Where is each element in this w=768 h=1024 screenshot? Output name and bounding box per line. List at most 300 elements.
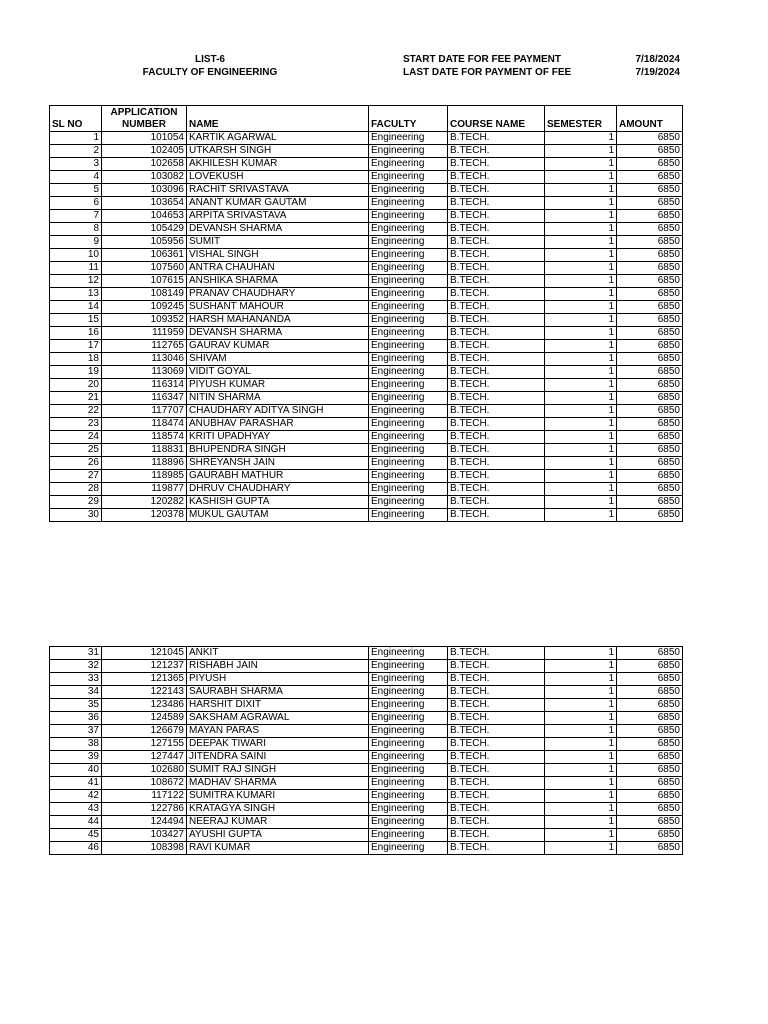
cell-sl-no: 4 xyxy=(50,171,102,184)
cell-name: KARTIK AGARWAL xyxy=(187,132,369,145)
cell-faculty: Engineering xyxy=(369,171,448,184)
cell-application-number: 107615 xyxy=(102,275,187,288)
students-table-part-2 xyxy=(49,646,683,855)
cell-name: PIYUSH xyxy=(187,673,369,686)
list-header xyxy=(110,53,310,79)
cell-semester: 1 xyxy=(545,764,617,777)
cell-course: B.TECH. xyxy=(448,444,545,457)
cell-semester: 1 xyxy=(545,418,617,431)
cell-name: SHIVAM xyxy=(187,353,369,366)
table-row xyxy=(50,470,683,483)
cell-sl-no: 38 xyxy=(50,738,102,751)
cell-course: B.TECH. xyxy=(448,431,545,444)
col-header-course: COURSE NAME xyxy=(448,106,545,132)
cell-course: B.TECH. xyxy=(448,751,545,764)
cell-course: B.TECH. xyxy=(448,379,545,392)
table-row xyxy=(50,145,683,158)
cell-sl-no: 10 xyxy=(50,249,102,262)
cell-semester: 1 xyxy=(545,457,617,470)
cell-amount: 6850 xyxy=(617,327,683,340)
cell-name: AKHILESH KUMAR xyxy=(187,158,369,171)
cell-semester: 1 xyxy=(545,132,617,145)
cell-course: B.TECH. xyxy=(448,145,545,158)
table-row xyxy=(50,366,683,379)
table-row xyxy=(50,132,683,145)
cell-name: PRANAV CHAUDHARY xyxy=(187,288,369,301)
cell-semester: 1 xyxy=(545,158,617,171)
cell-faculty: Engineering xyxy=(369,132,448,145)
cell-faculty: Engineering xyxy=(369,751,448,764)
cell-sl-no: 42 xyxy=(50,790,102,803)
cell-name: SHREYANSH JAIN xyxy=(187,457,369,470)
cell-name: SAKSHAM AGRAWAL xyxy=(187,712,369,725)
cell-course: B.TECH. xyxy=(448,686,545,699)
cell-application-number: 103654 xyxy=(102,197,187,210)
cell-sl-no: 2 xyxy=(50,145,102,158)
cell-amount: 6850 xyxy=(617,816,683,829)
cell-course: B.TECH. xyxy=(448,777,545,790)
cell-faculty: Engineering xyxy=(369,340,448,353)
cell-faculty: Engineering xyxy=(369,379,448,392)
cell-application-number: 117122 xyxy=(102,790,187,803)
cell-application-number: 105956 xyxy=(102,236,187,249)
cell-faculty: Engineering xyxy=(369,686,448,699)
cell-sl-no: 39 xyxy=(50,751,102,764)
cell-faculty: Engineering xyxy=(369,223,448,236)
cell-name: UTKARSH SINGH xyxy=(187,145,369,158)
cell-name: VIDIT GOYAL xyxy=(187,366,369,379)
faculty-title: FACULTY OF ENGINEERING xyxy=(142,67,278,78)
table-row xyxy=(50,171,683,184)
cell-semester: 1 xyxy=(545,483,617,496)
cell-name: RACHIT SRIVASTAVA xyxy=(187,184,369,197)
table-row xyxy=(50,790,683,803)
cell-application-number: 102680 xyxy=(102,764,187,777)
cell-semester: 1 xyxy=(545,223,617,236)
cell-amount: 6850 xyxy=(617,842,683,855)
cell-faculty: Engineering xyxy=(369,673,448,686)
cell-course: B.TECH. xyxy=(448,236,545,249)
cell-application-number: 103427 xyxy=(102,829,187,842)
cell-amount: 6850 xyxy=(617,184,683,197)
application-header-line2: NUMBER xyxy=(122,119,166,130)
table-body-part-2 xyxy=(50,647,683,855)
cell-application-number: 124589 xyxy=(102,712,187,725)
start-date-label: START DATE FOR FEE PAYMENT xyxy=(403,54,561,65)
cell-amount: 6850 xyxy=(617,509,683,522)
cell-name: DEVANSH SHARMA xyxy=(187,223,369,236)
cell-faculty: Engineering xyxy=(369,790,448,803)
table-row xyxy=(50,379,683,392)
cell-application-number: 108149 xyxy=(102,288,187,301)
cell-faculty: Engineering xyxy=(369,660,448,673)
cell-sl-no: 6 xyxy=(50,197,102,210)
cell-faculty: Engineering xyxy=(369,184,448,197)
cell-faculty: Engineering xyxy=(369,725,448,738)
cell-amount: 6850 xyxy=(617,699,683,712)
cell-application-number: 116347 xyxy=(102,392,187,405)
cell-application-number: 103082 xyxy=(102,171,187,184)
last-date-label: LAST DATE FOR PAYMENT OF FEE xyxy=(403,67,572,78)
cell-semester: 1 xyxy=(545,496,617,509)
cell-semester: 1 xyxy=(545,777,617,790)
cell-amount: 6850 xyxy=(617,790,683,803)
cell-application-number: 103096 xyxy=(102,184,187,197)
table-row xyxy=(50,842,683,855)
cell-name: NITIN SHARMA xyxy=(187,392,369,405)
cell-semester: 1 xyxy=(545,647,617,660)
cell-course: B.TECH. xyxy=(448,223,545,236)
cell-application-number: 118474 xyxy=(102,418,187,431)
cell-name: ANANT KUMAR GAUTAM xyxy=(187,197,369,210)
cell-faculty: Engineering xyxy=(369,236,448,249)
cell-course: B.TECH. xyxy=(448,301,545,314)
table-row xyxy=(50,184,683,197)
cell-course: B.TECH. xyxy=(448,803,545,816)
cell-amount: 6850 xyxy=(617,210,683,223)
cell-faculty: Engineering xyxy=(369,145,448,158)
cell-sl-no: 44 xyxy=(50,816,102,829)
cell-application-number: 102405 xyxy=(102,145,187,158)
cell-course: B.TECH. xyxy=(448,483,545,496)
cell-application-number: 118831 xyxy=(102,444,187,457)
cell-semester: 1 xyxy=(545,262,617,275)
cell-semester: 1 xyxy=(545,275,617,288)
cell-semester: 1 xyxy=(545,790,617,803)
cell-course: B.TECH. xyxy=(448,366,545,379)
cell-amount: 6850 xyxy=(617,288,683,301)
col-header-amount: AMOUNT xyxy=(617,106,683,132)
cell-faculty: Engineering xyxy=(369,803,448,816)
cell-sl-no: 1 xyxy=(50,132,102,145)
cell-application-number: 117707 xyxy=(102,405,187,418)
table-row xyxy=(50,686,683,699)
cell-name: MADHAV SHARMA xyxy=(187,777,369,790)
cell-sl-no: 28 xyxy=(50,483,102,496)
cell-application-number: 111959 xyxy=(102,327,187,340)
cell-application-number: 121045 xyxy=(102,647,187,660)
cell-name: KASHISH GUPTA xyxy=(187,496,369,509)
cell-sl-no: 46 xyxy=(50,842,102,855)
cell-name: HARSHIT DIXIT xyxy=(187,699,369,712)
cell-sl-no: 32 xyxy=(50,660,102,673)
cell-sl-no: 15 xyxy=(50,314,102,327)
table-row xyxy=(50,751,683,764)
cell-amount: 6850 xyxy=(617,712,683,725)
cell-semester: 1 xyxy=(545,686,617,699)
cell-faculty: Engineering xyxy=(369,249,448,262)
cell-amount: 6850 xyxy=(617,725,683,738)
table-row xyxy=(50,405,683,418)
cell-amount: 6850 xyxy=(617,223,683,236)
cell-application-number: 105429 xyxy=(102,223,187,236)
cell-semester: 1 xyxy=(545,660,617,673)
cell-semester: 1 xyxy=(545,751,617,764)
cell-amount: 6850 xyxy=(617,236,683,249)
fee-date-labels xyxy=(403,53,571,79)
cell-name: DEEPAK TIWARI xyxy=(187,738,369,751)
cell-application-number: 118985 xyxy=(102,470,187,483)
cell-application-number: 118896 xyxy=(102,457,187,470)
cell-sl-no: 18 xyxy=(50,353,102,366)
cell-semester: 1 xyxy=(545,145,617,158)
cell-semester: 1 xyxy=(545,366,617,379)
table-row xyxy=(50,327,683,340)
table-row xyxy=(50,496,683,509)
cell-faculty: Engineering xyxy=(369,496,448,509)
cell-sl-no: 31 xyxy=(50,647,102,660)
cell-sl-no: 29 xyxy=(50,496,102,509)
cell-sl-no: 8 xyxy=(50,223,102,236)
cell-faculty: Engineering xyxy=(369,444,448,457)
cell-semester: 1 xyxy=(545,738,617,751)
col-header-sl-no: SL NO xyxy=(50,106,102,132)
table-row xyxy=(50,275,683,288)
cell-faculty: Engineering xyxy=(369,842,448,855)
cell-semester: 1 xyxy=(545,509,617,522)
cell-faculty: Engineering xyxy=(369,816,448,829)
cell-sl-no: 20 xyxy=(50,379,102,392)
cell-course: B.TECH. xyxy=(448,673,545,686)
cell-course: B.TECH. xyxy=(448,210,545,223)
cell-amount: 6850 xyxy=(617,275,683,288)
cell-name: ANSHIKA SHARMA xyxy=(187,275,369,288)
cell-application-number: 120378 xyxy=(102,509,187,522)
cell-sl-no: 37 xyxy=(50,725,102,738)
cell-sl-no: 13 xyxy=(50,288,102,301)
cell-faculty: Engineering xyxy=(369,829,448,842)
table-row xyxy=(50,647,683,660)
cell-sl-no: 11 xyxy=(50,262,102,275)
cell-course: B.TECH. xyxy=(448,647,545,660)
cell-sl-no: 19 xyxy=(50,366,102,379)
cell-application-number: 101054 xyxy=(102,132,187,145)
cell-name: SUMIT xyxy=(187,236,369,249)
cell-faculty: Engineering xyxy=(369,431,448,444)
cell-course: B.TECH. xyxy=(448,660,545,673)
cell-semester: 1 xyxy=(545,288,617,301)
table-row xyxy=(50,197,683,210)
cell-application-number: 122143 xyxy=(102,686,187,699)
cell-faculty: Engineering xyxy=(369,327,448,340)
cell-faculty: Engineering xyxy=(369,470,448,483)
cell-sl-no: 22 xyxy=(50,405,102,418)
cell-name: SUMITRA KUMARI xyxy=(187,790,369,803)
cell-course: B.TECH. xyxy=(448,405,545,418)
cell-course: B.TECH. xyxy=(448,725,545,738)
cell-course: B.TECH. xyxy=(448,790,545,803)
cell-faculty: Engineering xyxy=(369,275,448,288)
cell-name: MAYAN PARAS xyxy=(187,725,369,738)
cell-course: B.TECH. xyxy=(448,184,545,197)
cell-semester: 1 xyxy=(545,673,617,686)
cell-faculty: Engineering xyxy=(369,392,448,405)
cell-sl-no: 24 xyxy=(50,431,102,444)
table-row xyxy=(50,210,683,223)
cell-semester: 1 xyxy=(545,301,617,314)
cell-amount: 6850 xyxy=(617,197,683,210)
cell-faculty: Engineering xyxy=(369,712,448,725)
cell-course: B.TECH. xyxy=(448,470,545,483)
table-row xyxy=(50,236,683,249)
cell-name: CHAUDHARY ADITYA SINGH xyxy=(187,405,369,418)
cell-amount: 6850 xyxy=(617,660,683,673)
table-row xyxy=(50,444,683,457)
cell-course: B.TECH. xyxy=(448,353,545,366)
col-header-name: NAME xyxy=(187,106,369,132)
cell-course: B.TECH. xyxy=(448,249,545,262)
cell-amount: 6850 xyxy=(617,158,683,171)
start-date-value: 7/18/2024 xyxy=(635,54,680,65)
cell-application-number: 119877 xyxy=(102,483,187,496)
application-header-line1: APPLICATION xyxy=(110,107,178,118)
cell-semester: 1 xyxy=(545,210,617,223)
cell-name: RAVI KUMAR xyxy=(187,842,369,855)
cell-course: B.TECH. xyxy=(448,738,545,751)
table-row xyxy=(50,738,683,751)
cell-faculty: Engineering xyxy=(369,314,448,327)
table-row xyxy=(50,829,683,842)
cell-application-number: 113046 xyxy=(102,353,187,366)
cell-course: B.TECH. xyxy=(448,418,545,431)
col-header-faculty: FACULTY xyxy=(369,106,448,132)
table-row xyxy=(50,483,683,496)
cell-course: B.TECH. xyxy=(448,829,545,842)
cell-course: B.TECH. xyxy=(448,132,545,145)
cell-sl-no: 9 xyxy=(50,236,102,249)
cell-course: B.TECH. xyxy=(448,457,545,470)
cell-semester: 1 xyxy=(545,171,617,184)
cell-name: DEVANSH SHARMA xyxy=(187,327,369,340)
cell-name: ANKIT xyxy=(187,647,369,660)
table-row xyxy=(50,509,683,522)
cell-name: KRATAGYA SINGH xyxy=(187,803,369,816)
cell-faculty: Engineering xyxy=(369,457,448,470)
cell-application-number: 127155 xyxy=(102,738,187,751)
cell-semester: 1 xyxy=(545,431,617,444)
cell-faculty: Engineering xyxy=(369,738,448,751)
cell-sl-no: 26 xyxy=(50,457,102,470)
cell-sl-no: 41 xyxy=(50,777,102,790)
cell-semester: 1 xyxy=(545,444,617,457)
cell-course: B.TECH. xyxy=(448,392,545,405)
cell-course: B.TECH. xyxy=(448,197,545,210)
cell-application-number: 118574 xyxy=(102,431,187,444)
cell-faculty: Engineering xyxy=(369,301,448,314)
cell-semester: 1 xyxy=(545,829,617,842)
cell-name: GAURAV KUMAR xyxy=(187,340,369,353)
cell-sl-no: 30 xyxy=(50,509,102,522)
table-row xyxy=(50,301,683,314)
cell-application-number: 107560 xyxy=(102,262,187,275)
cell-course: B.TECH. xyxy=(448,314,545,327)
cell-name: SAURABH SHARMA xyxy=(187,686,369,699)
cell-course: B.TECH. xyxy=(448,842,545,855)
cell-amount: 6850 xyxy=(617,764,683,777)
cell-application-number: 109352 xyxy=(102,314,187,327)
cell-course: B.TECH. xyxy=(448,340,545,353)
cell-amount: 6850 xyxy=(617,145,683,158)
cell-name: ANTRA CHAUHAN xyxy=(187,262,369,275)
table-row xyxy=(50,340,683,353)
cell-course: B.TECH. xyxy=(448,764,545,777)
cell-amount: 6850 xyxy=(617,262,683,275)
cell-amount: 6850 xyxy=(617,353,683,366)
cell-course: B.TECH. xyxy=(448,816,545,829)
cell-amount: 6850 xyxy=(617,496,683,509)
cell-course: B.TECH. xyxy=(448,275,545,288)
cell-amount: 6850 xyxy=(617,171,683,184)
cell-faculty: Engineering xyxy=(369,483,448,496)
cell-amount: 6850 xyxy=(617,405,683,418)
cell-sl-no: 36 xyxy=(50,712,102,725)
cell-name: AYUSHI GUPTA xyxy=(187,829,369,842)
cell-sl-no: 33 xyxy=(50,673,102,686)
cell-faculty: Engineering xyxy=(369,158,448,171)
cell-name: LOVEKUSH xyxy=(187,171,369,184)
cell-semester: 1 xyxy=(545,353,617,366)
cell-amount: 6850 xyxy=(617,803,683,816)
cell-course: B.TECH. xyxy=(448,262,545,275)
cell-amount: 6850 xyxy=(617,249,683,262)
cell-name: VISHAL SINGH xyxy=(187,249,369,262)
cell-course: B.TECH. xyxy=(448,496,545,509)
cell-amount: 6850 xyxy=(617,673,683,686)
cell-course: B.TECH. xyxy=(448,509,545,522)
cell-amount: 6850 xyxy=(617,132,683,145)
list-title: LIST-6 xyxy=(194,54,225,65)
table-row xyxy=(50,816,683,829)
table-row xyxy=(50,418,683,431)
cell-amount: 6850 xyxy=(617,738,683,751)
cell-name: NEERAJ KUMAR xyxy=(187,816,369,829)
table-row xyxy=(50,725,683,738)
cell-faculty: Engineering xyxy=(369,777,448,790)
table-row xyxy=(50,699,683,712)
cell-semester: 1 xyxy=(545,803,617,816)
cell-name: SUMIT RAJ SINGH xyxy=(187,764,369,777)
cell-semester: 1 xyxy=(545,236,617,249)
cell-faculty: Engineering xyxy=(369,262,448,275)
table-row xyxy=(50,712,683,725)
cell-semester: 1 xyxy=(545,249,617,262)
table-row xyxy=(50,431,683,444)
cell-name: RISHABH JAIN xyxy=(187,660,369,673)
cell-course: B.TECH. xyxy=(448,327,545,340)
cell-sl-no: 5 xyxy=(50,184,102,197)
cell-name: JITENDRA SAINI xyxy=(187,751,369,764)
cell-faculty: Engineering xyxy=(369,405,448,418)
cell-amount: 6850 xyxy=(617,431,683,444)
cell-faculty: Engineering xyxy=(369,699,448,712)
cell-name: BHUPENDRA SINGH xyxy=(187,444,369,457)
cell-sl-no: 7 xyxy=(50,210,102,223)
cell-amount: 6850 xyxy=(617,483,683,496)
cell-amount: 6850 xyxy=(617,314,683,327)
cell-course: B.TECH. xyxy=(448,158,545,171)
cell-semester: 1 xyxy=(545,184,617,197)
cell-application-number: 126679 xyxy=(102,725,187,738)
cell-application-number: 123486 xyxy=(102,699,187,712)
table-row xyxy=(50,314,683,327)
table-header-row xyxy=(50,106,683,132)
cell-semester: 1 xyxy=(545,712,617,725)
cell-application-number: 112765 xyxy=(102,340,187,353)
cell-amount: 6850 xyxy=(617,457,683,470)
cell-faculty: Engineering xyxy=(369,366,448,379)
cell-semester: 1 xyxy=(545,725,617,738)
cell-application-number: 108398 xyxy=(102,842,187,855)
